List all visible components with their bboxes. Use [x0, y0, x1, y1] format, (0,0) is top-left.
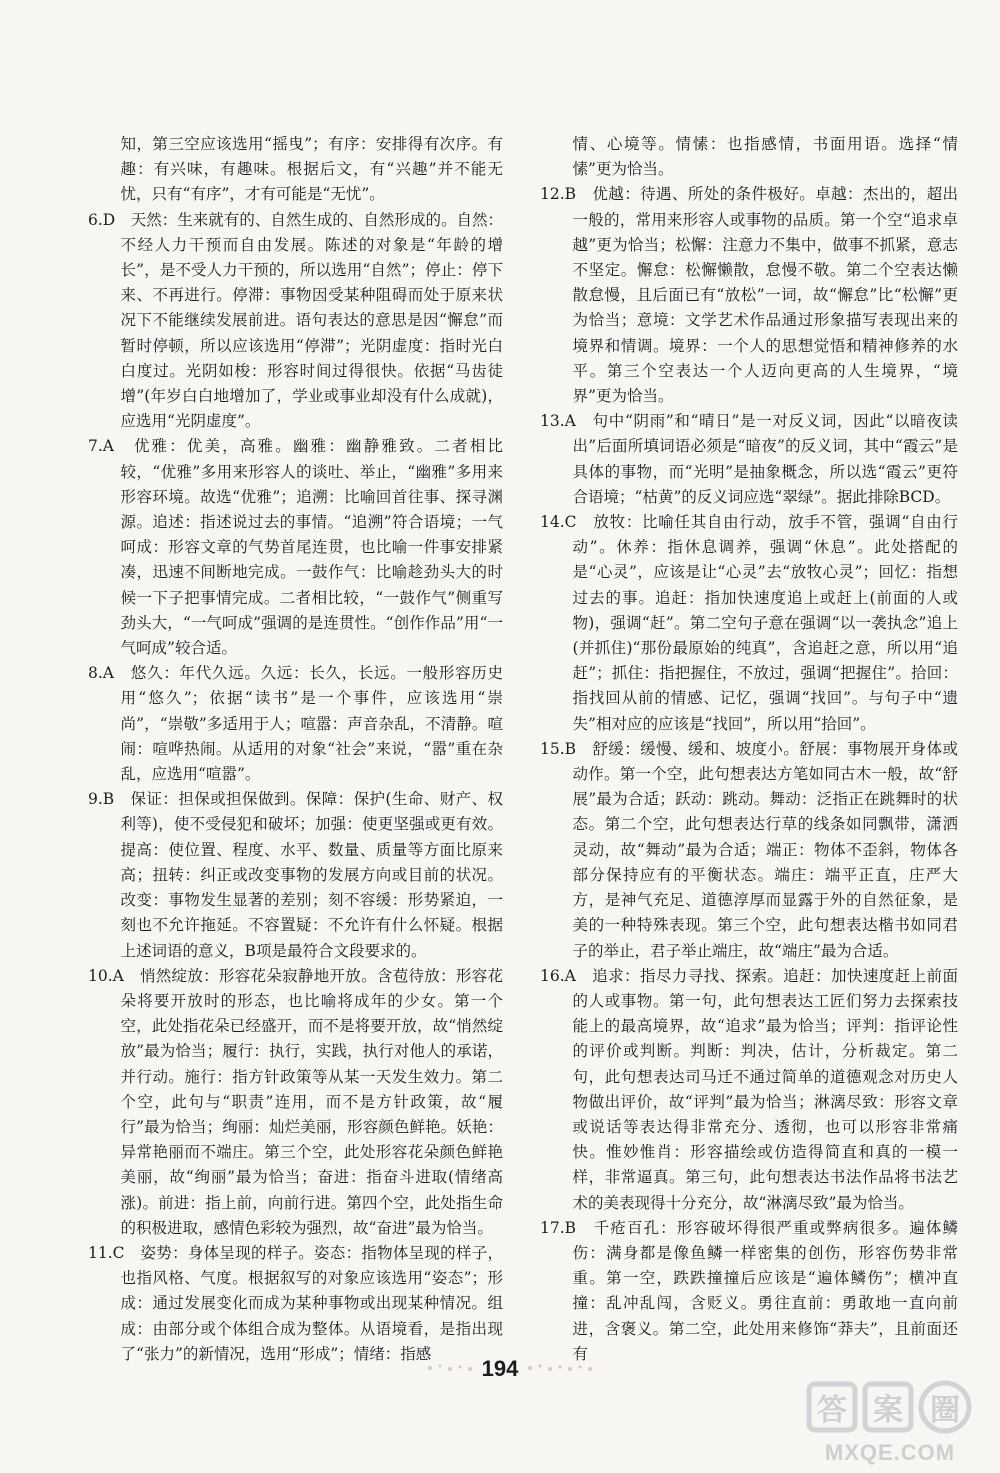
svg-text:圈: 圈 [930, 1394, 960, 1427]
entry-7: 7.A 优雅：优美，高雅。幽雅：幽静雅致。二者相比较，“优雅”多用来形容人的谈吐、举止，“幽雅”多用来形容环境。故选“优雅”；追溯：比喻回首往事、探寻渊源。追述：指述说过去的事情。“追溯”符合语境；一气呵成：形容文章的气势首尾连贯，也比喻一件事安排紧凑，迅速不间断地完成。一鼓作气：比喻趁劲头大的时候一下子把事情完成。二者相比较，“一鼓作气”侧重写劲头大，“一气呵成”强调的是连贯性。“创作作品”用“一气呵成”较合适。 [88, 437, 503, 658]
entry-9: 9.B 保证：担保或担保做到。保障：保护(生命、财产、权利等)，使不受侵犯和破坏；加强：使更坚强或更有效。提高：使位置、程度、水平、数量、质量等方面比原来高；扭转：纠正或改变事物的发展方向或目前的状况。改变：事物发生显著的差别；刻不容缓：形势紧迫，一刻也不允许拖延。不容置疑：不允许有什么怀疑。根据上述词语的意义，B项是最符合文段要求的。 [88, 790, 503, 960]
page-number: 194 [481, 1356, 519, 1381]
entry-8: 8.A 悠久：年代久远。久远：长久，长远。一般形容历史用“悠久”；依据“读书”是一个事件，应该选用“崇尚”，“崇敬”多适用于人；喧嚣：声音杂乱，不清静。喧闹：喧哗热闹。从适用的对象“社会”来说，“嚣”重在杂乱，应选用“喧嚣”。 [88, 664, 503, 784]
entry-15: 15.B 舒缓：缓慢、缓和、坡度小。舒展：事物展开身体或动作。第一个空，此句想表达方笔如同古木一般，故“舒展”最为合适；跃动：跳动。舞动：泛指正在跳舞时的状态。第二个空，此句想表达行草的线条如同飘带，潇洒灵动，故“舞动”最为合适；端正：物体不歪斜，物体各部分保持应有的平衡状态。端庄：端平正直，庄严大方，是神气充足、道德淳厚而显露于外的自然征象，是美的一种特殊表现。第三个空，此句想表达楷书如同君子的举止，君子举止端庄，故“端庄”最为合适。 [540, 739, 958, 960]
entry-11: 11.C 姿势：身体呈现的样子。姿态：指物体呈现的样子，也指风格、气度。根据叙写的对象应该选用“姿态”；形成：通过发展变化而成为某种事物或出现某种情况。组成：由部分或个体组合成为整体。从语境看，是指出现了“张力”的新情况，选用“形成”；情绪：指感 [88, 1243, 503, 1363]
entry-13: 13.A 句中“阴雨”和“晴日”是一对反义词，因此“以暗夜读出”后面所填词语必须是“暗夜”的反义词，其中“霞云”是具体的事物，而“光明”是抽象概念，所以选“霞云”更符合语境；“枯黄”的反义词应选“翠绿”。据此排除BCD。 [540, 412, 958, 506]
entry-6: 6.D 天然：生来就有的、自然生成的、自然形成的。自然：不经人力干预而自由发展。陈述的对象是“年龄的增长”，是不受人力干预的，所以选用“自然”；停止：停下来、不再进行。停滞：事物因受某种阻碍而处于原来状况下不能继续发展前进。语句表达的意思是因“懈怠”而暂时停顿，所以应该选用“停滞”；光阴虚度：指时光白白度过。光阴如梭：形容时间过得很快。依据“马齿徒增”(年岁白白地增加了，学业或事业却没有什么成就)，应选用“光阴虚度”。 [88, 210, 503, 431]
watermark-logo [795, 1376, 985, 1466]
svg-text:案: 案 [873, 1394, 903, 1427]
entry-11-continuation: 情、心境等。情愫：也指感情，书面用语。选择“情愫”更为恰当。 [572, 135, 958, 179]
svg-text:答: 答 [817, 1394, 847, 1427]
entry-17: 17.B 千疮百孔：形容破坏得很严重或弊病很多。遍体鳞伤：满身都是像鱼鳞一样密集的创伤，形容伤势非常重。第一空，跌跌撞撞后应该是“遍体鳞伤”；横冲直撞：乱冲乱闯，含贬义。勇往直前：勇敢地一直向前进，含褒义。第二空，此处用来修饰“莽夫”，且前面还有 [540, 1218, 958, 1363]
entry-14: 14.C 放牧：比喻任其自由行动，放手不管，强调“自由行动”。休养：指休息调养，强调“休息”。此处搭配的是“心灵”，应该是让“心灵”去“放牧心灵”；回忆：指想过去的事。追赶：指加快速度追上或赶上(前面的人或物)，强调“赶”。第二空句子意在强调“以一袭执念”追上(并抓住)“那份最原始的纯真”，含追赶之意，所以用“追赶”；抓住：指把握住，不放过，强调“把握住”。拾回：指找回从前的情感、记忆，强调“找回”。与句子中“遗失”相对应的应该是“找回”，所以用“拾回”。 [540, 513, 958, 733]
entry-10: 10.A 悄然绽放：形容花朵寂静地开放。含苞待放：形容花朵将要开放时的形态，也比喻将成年的少女。第一个空，此处指花朵已经盛开，而不是将要开放，故“悄然绽放”最为恰当；履行：执行，实践，执行对他人的承诺，并行动。施行：指方针政策等从某一天发生效力。第二个空，此句与“职责”连用，而不是方针政策，故“履行”最为恰当；绚丽：灿烂美丽，形容颜色鲜艳。妖艳：异常艳丽而不端庄。第三个空，此处形容花朵颜色鲜艳美丽，故“绚丽”最为恰当；奋进：指奋斗进取(情绪高涨)。前进：指上前，向前行进。第四个空，此处指生命的积极进取，感情色彩较为强烈，故“奋进”最为恰当。 [88, 966, 503, 1237]
entry-12: 12.B 优越：待遇、所处的条件极好。卓越：杰出的，超出一般的，常用来形容人或事物的品质。第一个空“追求卓越”更为恰当；松懈：注意力不集中，做事不抓紧，意志不坚定。懈怠：松懈懒散，怠慢不敬。第二个空表达懒散怠慢，且后面已有“放松”一词，故“懈怠”比“松懈”更为恰当；意境：文学艺术作品通过形象描写表现出来的境界和情调。境界：一个人的思想觉悟和精神修养的水平。第三个空表达一个人迈向更高的人生境界，“境界”更为恰当。 [540, 185, 958, 406]
right-column [540, 132, 958, 1367]
svg-text:MXQE.COM: MXQE.COM [824, 1440, 956, 1465]
entry-5-continuation: 知，第三空应该选用“摇曳”；有序：安排得有次序。有趣：有兴味，有趣味。根据后文，有“兴趣”并不能无忧，只有“有序”，才有可能是“无忧”。 [120, 135, 503, 204]
entry-16: 16.A 追求：指尽力寻找、探索。追赶：加快速度赶上前面的人或事物。第一句，此句想表达工匠们努力去探索技能上的最高境界，故“追求”最为恰当；评判：指评论性的评价或判断。判断：判决，估计，分析裁定。第二句，此句想表达司马迁不通过简单的道德观念对历史人物做出评价，故“评判”最为恰当；淋漓尽致：形容文章或说话等表达得非常充分、透彻，也可以形容非常痛快。惟妙惟肖：形容描绘或仿造得简直和真的一模一样，非常逼真。第三句，此句想表达书法作品将书法艺术的美表现得十分充分，故“淋漓尽致”最为恰当。 [540, 966, 958, 1212]
left-column [88, 132, 503, 1367]
